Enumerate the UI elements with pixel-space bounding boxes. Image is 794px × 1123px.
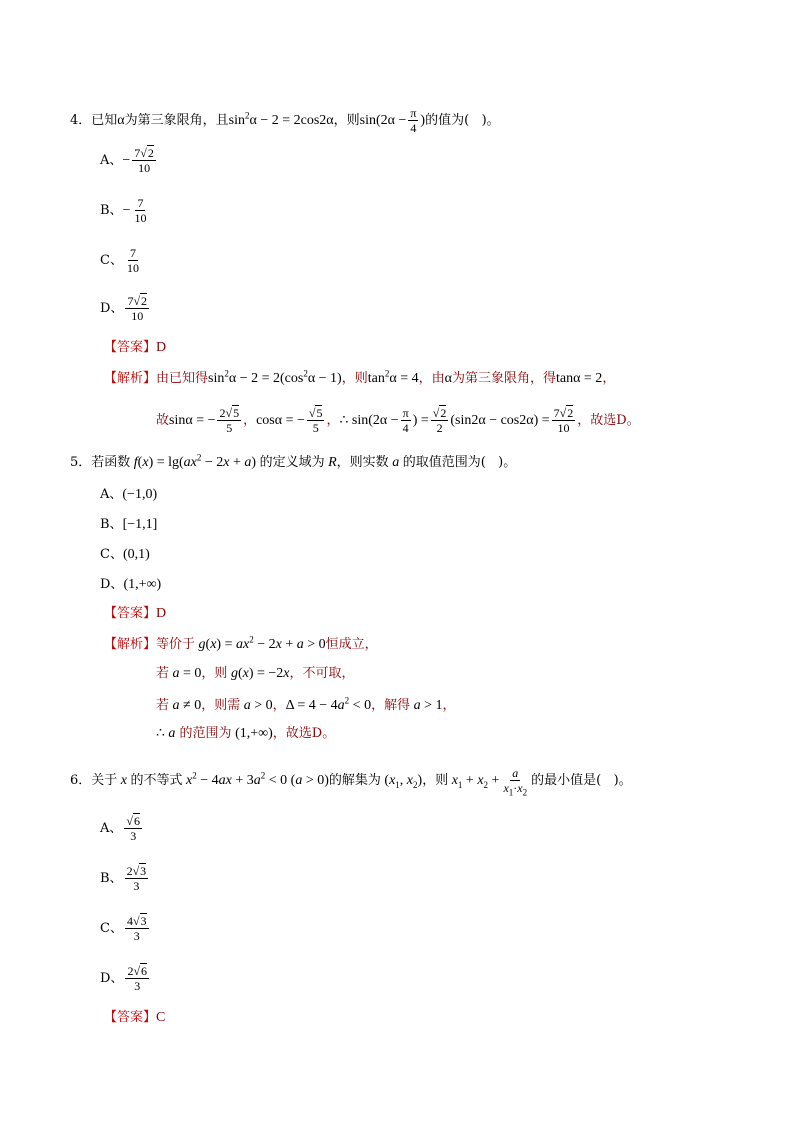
question-5-analysis-line-4: ∴ a 的范围为 (1,+∞)，故选D。 <box>156 726 336 741</box>
question-5-option-d[interactable]: D、(1,+∞) <box>100 577 162 592</box>
question-6-answer: 【答案】C <box>104 1010 166 1025</box>
question-5-option-c[interactable]: C、(0,1) <box>100 547 150 562</box>
question-4-answer <box>104 340 166 356</box>
question-5-answer: 【答案】D <box>104 606 167 621</box>
question-6-option-d[interactable]: D、 $\frac{2√6}{3}$ <box>100 964 148 993</box>
question-6-option-c[interactable]: C、 $\frac{4√3}{3}$ <box>100 914 147 943</box>
question-4-option-c[interactable]: C、 $\frac{7}{10}$ <box>100 246 139 275</box>
question-6-stem: 6．关于 x 的不等式 $x^2 - 4ax + 3a^2 < 0$ (a > 0)的解集为 ($x_1$, $x_2$)，则 $x_1 + x_2$ + $\frac{a}{x_1\cdot x_2}$ 的最小值是( )。 <box>70 766 632 798</box>
answer-value: D <box>156 340 167 355</box>
question-5-option-b[interactable]: B、[−1,1] <box>100 517 158 532</box>
question-4-option-a[interactable]: A、− $\frac{7√2}{10}$ <box>100 146 154 175</box>
question-4-analysis-line-1: 【解析】由已知得$\sin^2\alpha - 2 = 2(\cos^2\alpha - 1)$，则$\tan^2\alpha = 4$，由α为第三象限角，得tanα = 2， <box>104 368 616 386</box>
question-5-analysis-line-1: 【解析】等价于 $g(x) = ax^2 - 2x + a > 0$恒成立， <box>104 634 378 652</box>
question-6-option-a[interactable]: A、 $\frac{√6}{3}$ <box>100 814 140 843</box>
question-4-option-b[interactable]: B、− $\frac{7}{10}$ <box>100 196 147 225</box>
question-5-analysis-line-2: 若 a = 0，则 g(x) = −2x，不可取， <box>156 666 355 681</box>
analysis-tag: 【解析】 <box>104 371 157 386</box>
question-4-analysis-line-2: 故sinα = − $\frac{2√5}{5}$ ，cosα = − $\frac{√5}{5}$ ，∴ sin(2α − $\frac{\pi}{4}$ ) = $\frac{√2}{2}$ (sin2α − cos2α) = $\frac{7√2}{10}$ ，故选D。 <box>156 406 640 435</box>
question-4-option-d[interactable]: D、 $\frac{7√2}{10}$ <box>100 294 148 323</box>
question-5-analysis-line-3: 若 a ≠ 0，则需 a > 0，$\Delta = 4 - 4a^2 < 0$，解得 a > 1， <box>156 695 456 713</box>
question-6-option-b[interactable]: B、 $\frac{2√3}{3}$ <box>100 864 147 893</box>
question-5-stem: 5．若函数 $f(x) = \lg(ax^2 - 2x + a)$ 的定义域为 R，则实数 a 的取值范围为( )。 <box>70 452 517 470</box>
question-4-stem: 4．已知α为第三象限角，且$\sin^2\alpha - 2 = 2\cos 2\alpha$，则sin(2α − $\frac{\pi}{4}$ )的值为( )。 <box>70 106 500 135</box>
question-5-option-a[interactable]: A、(−1,0) <box>100 487 158 502</box>
answer-tag: 【答案】 <box>104 340 157 355</box>
